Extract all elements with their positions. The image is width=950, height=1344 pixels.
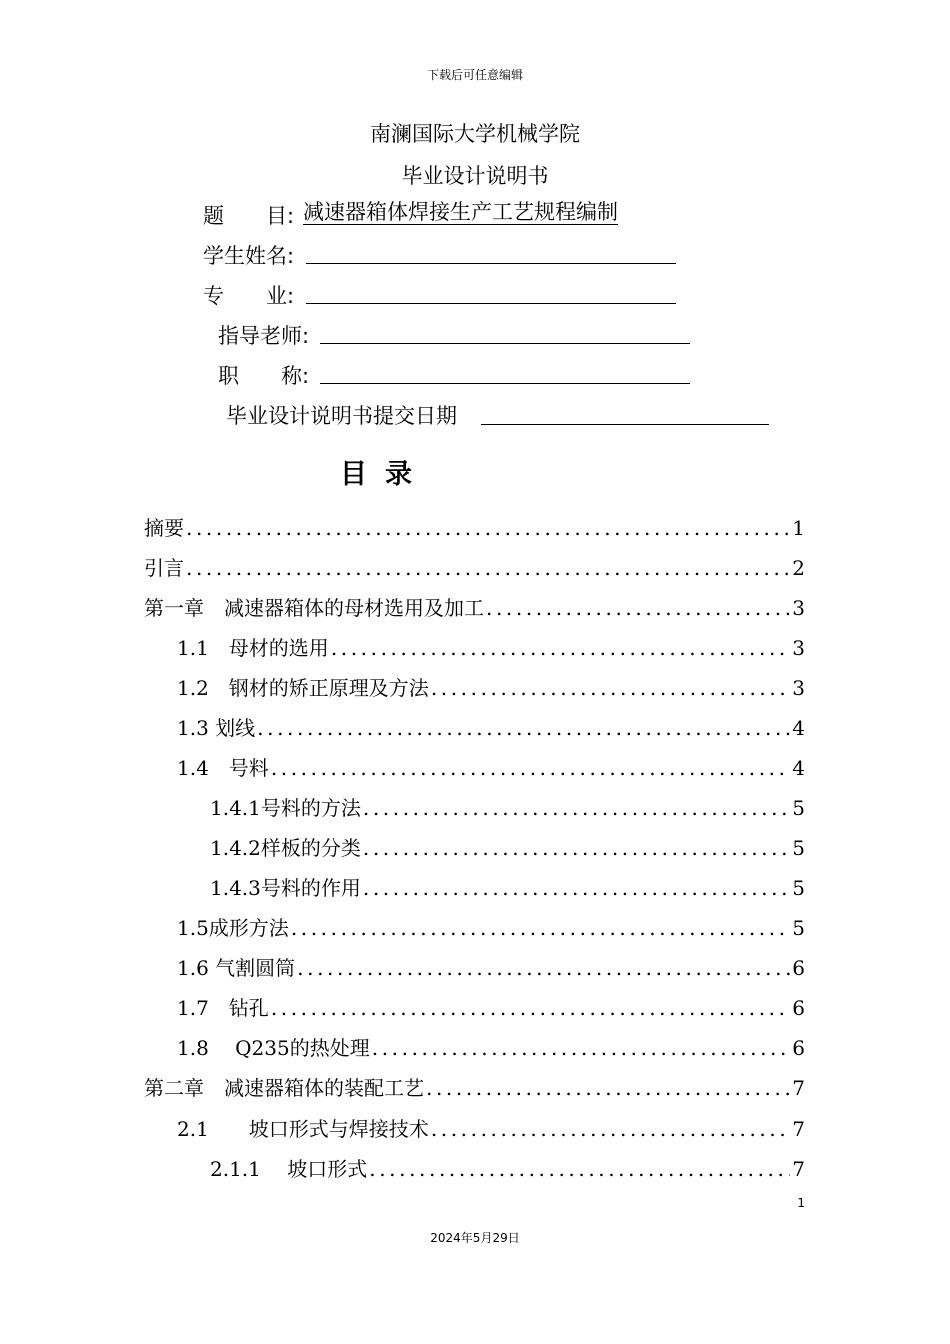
- toc-entry-page: 7: [792, 1117, 805, 1141]
- toc-entry-label: 1.5成形方法: [177, 916, 289, 940]
- toc-entry[interactable]: [177, 672, 805, 700]
- toc-entry-page: 7: [792, 1076, 805, 1100]
- student-name-label: 学生姓名:: [203, 244, 295, 268]
- toc-entry-page: 5: [792, 876, 805, 900]
- toc-entry-label: 1.3 划线: [177, 716, 256, 740]
- toc-dot-leader: [367, 1157, 790, 1181]
- student-name-blank[interactable]: [306, 241, 676, 264]
- submission-date-label: 毕业设计说明书提交日期: [226, 404, 457, 428]
- toc-entry[interactable]: [177, 1113, 805, 1141]
- toc-dot-leader: [361, 836, 790, 860]
- toc-entry[interactable]: [177, 752, 805, 780]
- toc-entry-label: 第二章 减速器箱体的装配工艺: [144, 1076, 424, 1100]
- document-type-title: 毕业设计说明书: [401, 164, 549, 188]
- toc-dot-leader: [269, 756, 790, 780]
- topic-label: 题 目:: [203, 204, 295, 228]
- toc-entry-page: 3: [792, 676, 805, 700]
- toc-entry[interactable]: [177, 1032, 805, 1060]
- toc-dot-leader: [370, 1036, 791, 1060]
- toc-entry-label: 1.6 气割圆筒: [177, 956, 296, 980]
- toc-entry-page: 3: [792, 596, 805, 620]
- submission-date-blank[interactable]: [481, 402, 769, 425]
- toc-dot-leader: [429, 676, 790, 700]
- major-label: 专 业:: [203, 284, 295, 308]
- toc-entry-label: 摘要: [144, 516, 184, 540]
- toc-dot-leader: [329, 636, 790, 660]
- toc-entry[interactable]: [144, 1072, 805, 1100]
- toc-entry-page: 4: [792, 756, 805, 780]
- advisor-blank[interactable]: [320, 321, 690, 344]
- toc-entry[interactable]: [177, 712, 805, 740]
- toc-entry-label: 第一章 减速器箱体的母材选用及加工: [144, 596, 484, 620]
- toc-entry-page: 6: [792, 956, 805, 980]
- toc-entry-page: 1: [792, 516, 805, 540]
- toc-entry[interactable]: [177, 992, 805, 1020]
- toc-entry[interactable]: [144, 512, 805, 540]
- toc-entry-label: 1.4 号料: [177, 756, 269, 780]
- toc-entry-label: 1.8 Q235的热处理: [177, 1036, 370, 1060]
- toc-dot-leader: [424, 1076, 790, 1100]
- toc-entry-page: 4: [792, 716, 805, 740]
- toc-dot-leader: [184, 516, 790, 540]
- professional-title-blank[interactable]: [320, 361, 690, 384]
- toc-entry-page: 6: [792, 996, 805, 1020]
- toc-dot-leader: [289, 916, 790, 940]
- toc-dot-leader: [255, 716, 790, 740]
- institution-title: 南澜国际大学机械学院: [370, 122, 580, 146]
- toc-entry-page: 5: [792, 916, 805, 940]
- toc-entry[interactable]: [177, 952, 805, 980]
- toc-dot-leader: [429, 1117, 790, 1141]
- toc-entry-label: 1.2 钢材的矫正原理及方法: [177, 676, 429, 700]
- professional-title-label: 职 称:: [218, 364, 310, 388]
- page-number: 1: [797, 1196, 805, 1210]
- topic-value: 减速器箱体焊接生产工艺规程编制: [303, 200, 618, 224]
- toc-entry[interactable]: [144, 592, 805, 620]
- toc-entry-label: 引言: [144, 556, 184, 580]
- toc-entry-label: 1.1 母材的选用: [177, 636, 329, 660]
- toc-dot-leader: [484, 596, 790, 620]
- toc-entry[interactable]: [177, 912, 805, 940]
- toc-entry-label: 1.4.3号料的作用: [210, 876, 361, 900]
- toc-entry-page: 3: [792, 636, 805, 660]
- toc-entry[interactable]: [210, 1153, 805, 1181]
- toc-entry-label: 1.4.1号料的方法: [210, 796, 361, 820]
- footer-date: 2024年5月29日: [430, 1231, 520, 1245]
- toc-dot-leader: [184, 556, 790, 580]
- toc-entry-page: 5: [792, 796, 805, 820]
- toc-dot-leader: [361, 876, 790, 900]
- toc-entry-label: 1.7 钻孔: [177, 996, 269, 1020]
- toc-dot-leader: [361, 796, 790, 820]
- toc-entry-page: 6: [792, 1036, 805, 1060]
- toc-entry-label: 1.4.2样板的分类: [210, 836, 361, 860]
- header-note: 下载后可任意编辑: [426, 68, 523, 82]
- toc-entry[interactable]: [210, 832, 805, 860]
- toc-entry-page: 7: [792, 1157, 805, 1181]
- toc-entry[interactable]: [177, 632, 805, 660]
- toc-entry[interactable]: [210, 872, 805, 900]
- toc-entry[interactable]: [144, 552, 805, 580]
- major-blank[interactable]: [306, 281, 676, 304]
- toc-dot-leader: [269, 996, 790, 1020]
- toc-heading: 目录: [340, 459, 430, 490]
- toc-entry-page: 2: [792, 556, 805, 580]
- toc-entry[interactable]: [210, 792, 805, 820]
- toc-entry-label: 2.1.1 坡口形式: [210, 1157, 368, 1181]
- toc-entry-page: 5: [792, 836, 805, 860]
- toc-entry-label: 2.1 坡口形式与焊接技术: [177, 1117, 429, 1141]
- toc-dot-leader: [295, 956, 790, 980]
- advisor-label: 指导老师:: [218, 324, 310, 348]
